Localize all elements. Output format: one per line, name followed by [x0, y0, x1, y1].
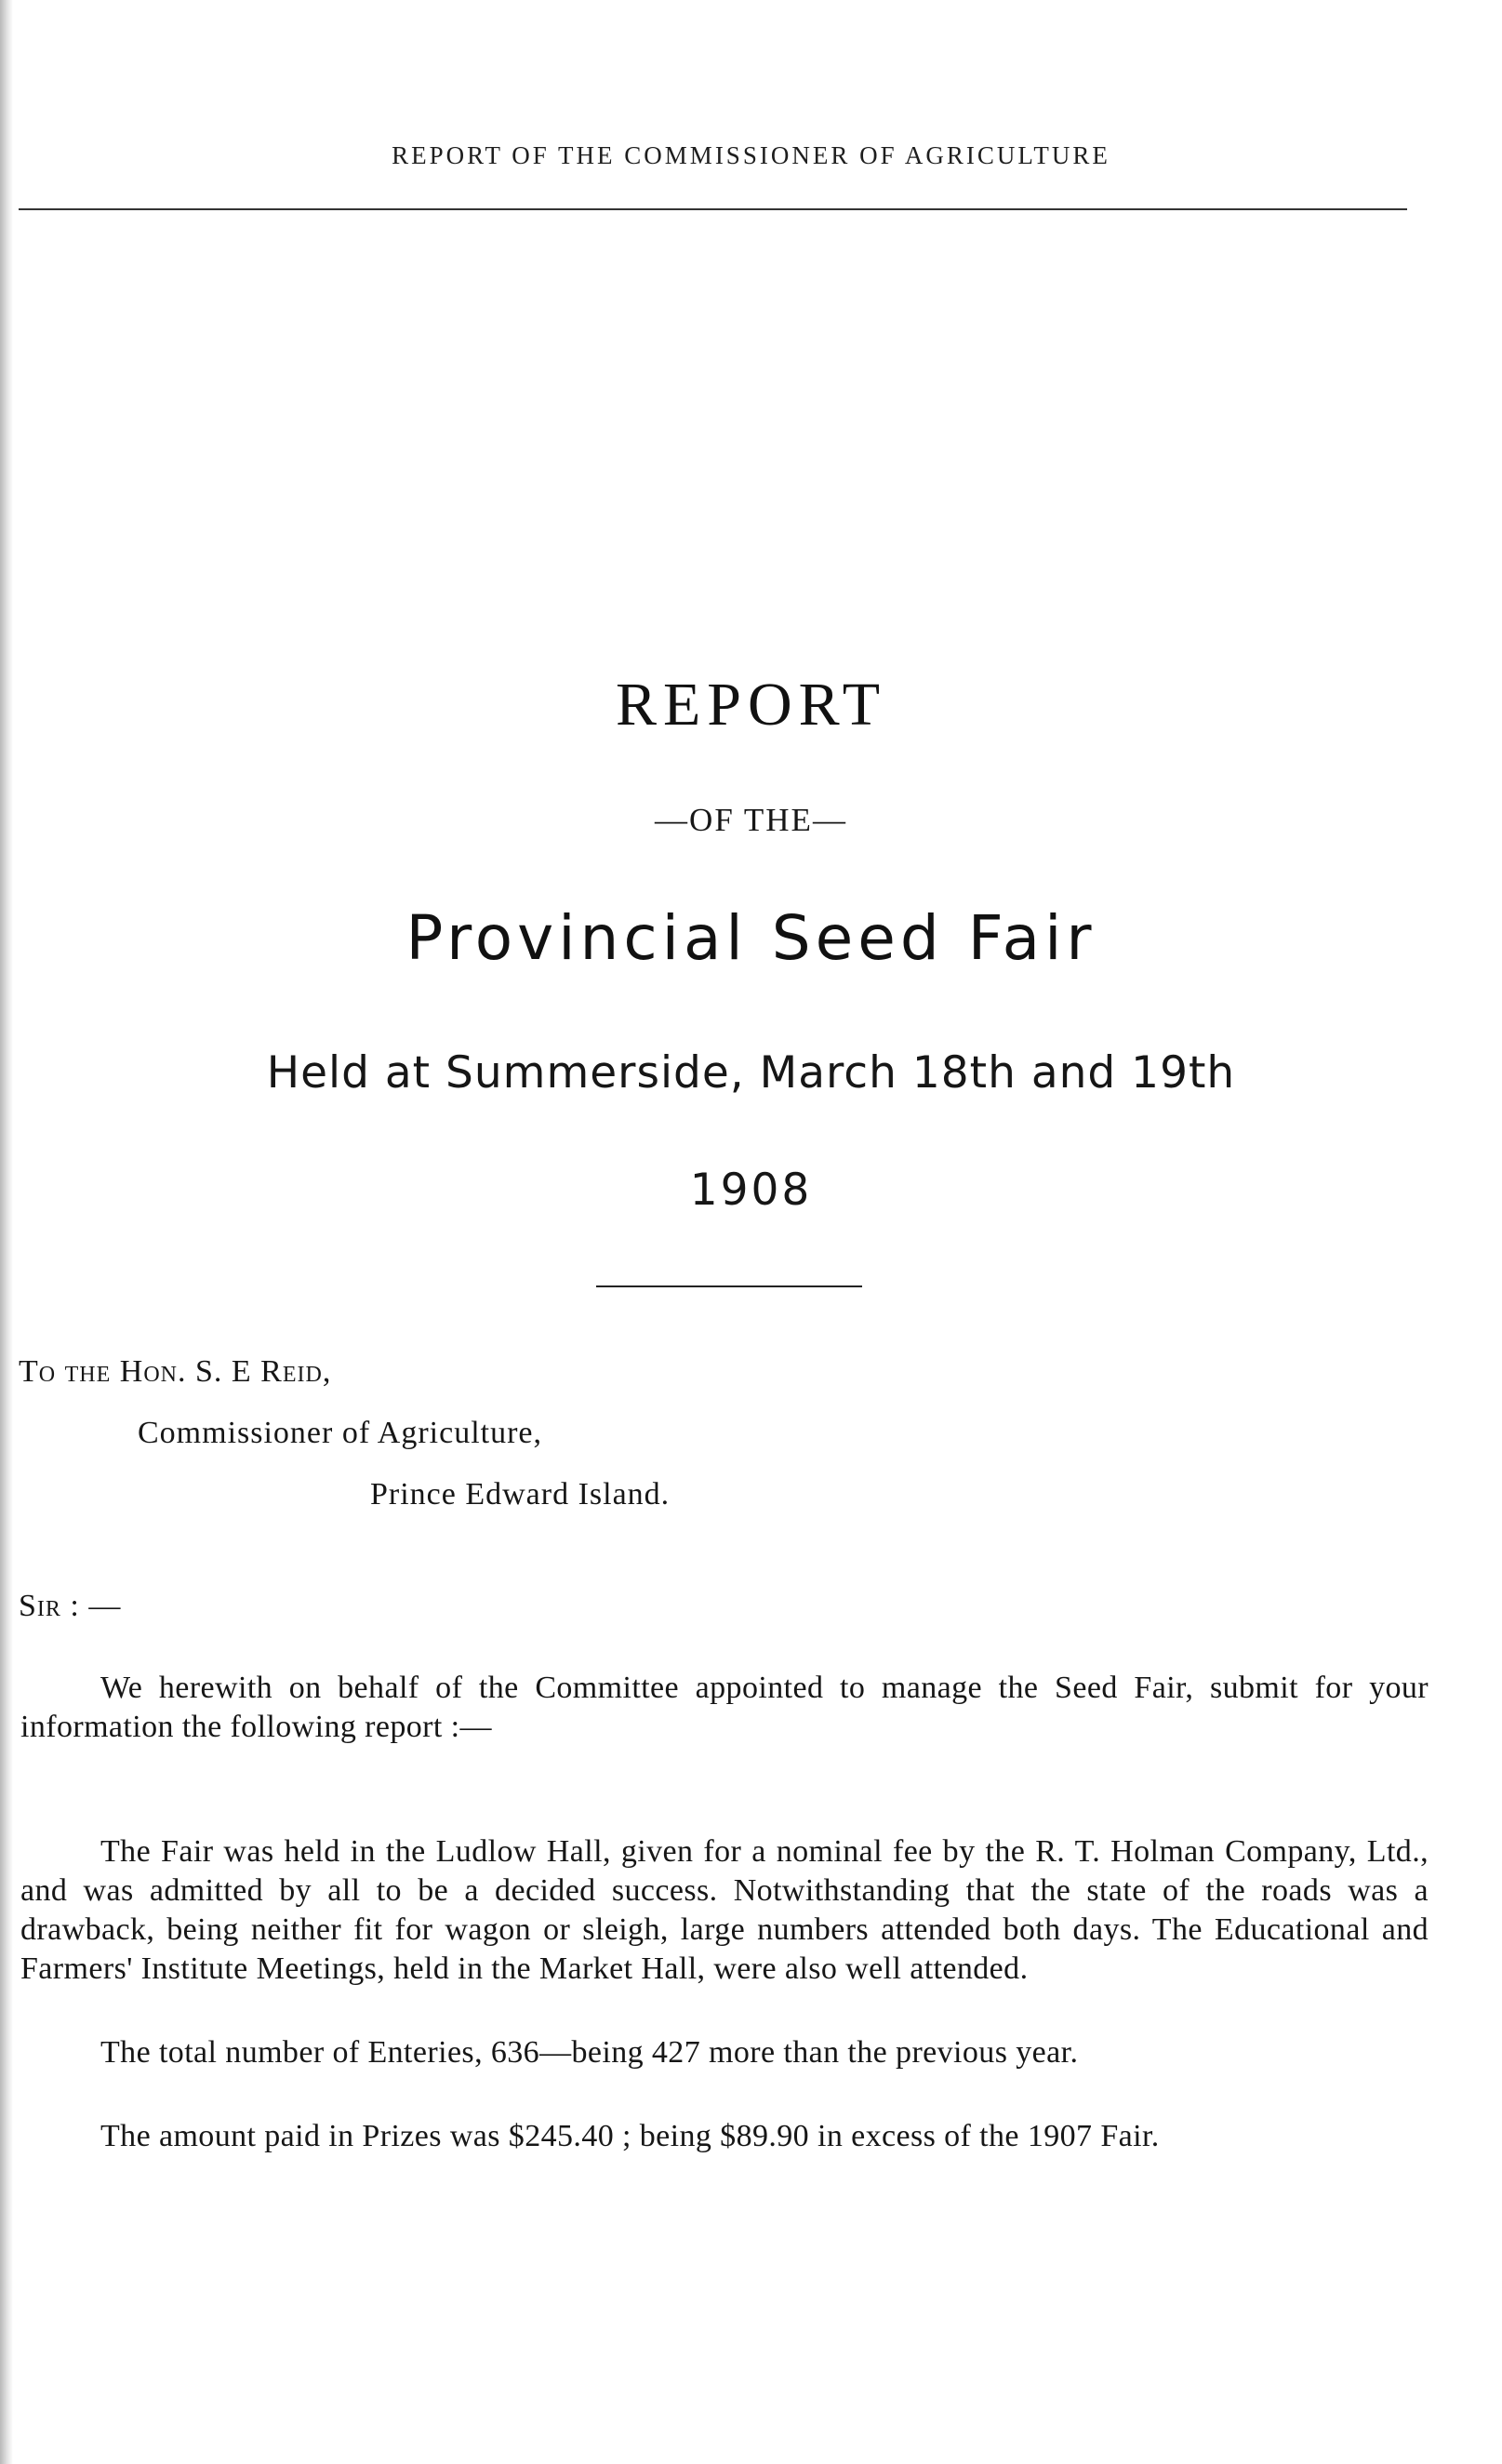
page-edge-shadow	[0, 0, 13, 2464]
addressee-line	[19, 1354, 331, 1390]
report-title: REPORT	[615, 671, 887, 739]
salutation: Sir : —	[19, 1589, 122, 1623]
report-year: 1908	[689, 1165, 813, 1216]
paragraph-fair-held: The Fair was held in the Ludlow Hall, given for a nominal fee by the R. T. Holman Company, Ltd., and was admitted by all to be a decided success. Notwithstanding that the state of the roads was a drawback, being neither fit for wagon or sleigh, large numbers attended both days. The Educational and Farmers' Institute Meetings, held in the Market Hall, were also well attended.	[20, 1834, 1429, 1986]
addressee-name: the Hon. S. E Reid,	[64, 1354, 332, 1389]
running-head: REPORT OF THE COMMISSIONER OF AGRICULTURE	[392, 141, 1110, 169]
paragraph-entries: The total number of Enteries, 636—being 427 more than the previous year.	[100, 2035, 1079, 2070]
addressee-title: Commissioner of Agriculture,	[138, 1416, 543, 1450]
fair-name-heading: Provincial Seed Fair	[405, 902, 1097, 974]
header-rule	[19, 208, 1407, 210]
paragraph-submission: We herewith on behalf of the Committee appointed to manage the Seed Fair, submit for your information the following report :—	[20, 1671, 1429, 1744]
addressee-prefix: To	[19, 1354, 57, 1389]
held-location-dates: Held at Summerside, March 18th and 19th	[266, 1047, 1236, 1099]
section-divider	[596, 1285, 862, 1287]
paragraph-prizes: The amount paid in Prizes was $245.40 ; being $89.90 in excess of the 1907 Fair.	[100, 2119, 1160, 2153]
title-connector: —OF THE—	[655, 802, 847, 838]
addressee-place: Prince Edward Island.	[370, 1477, 671, 1512]
